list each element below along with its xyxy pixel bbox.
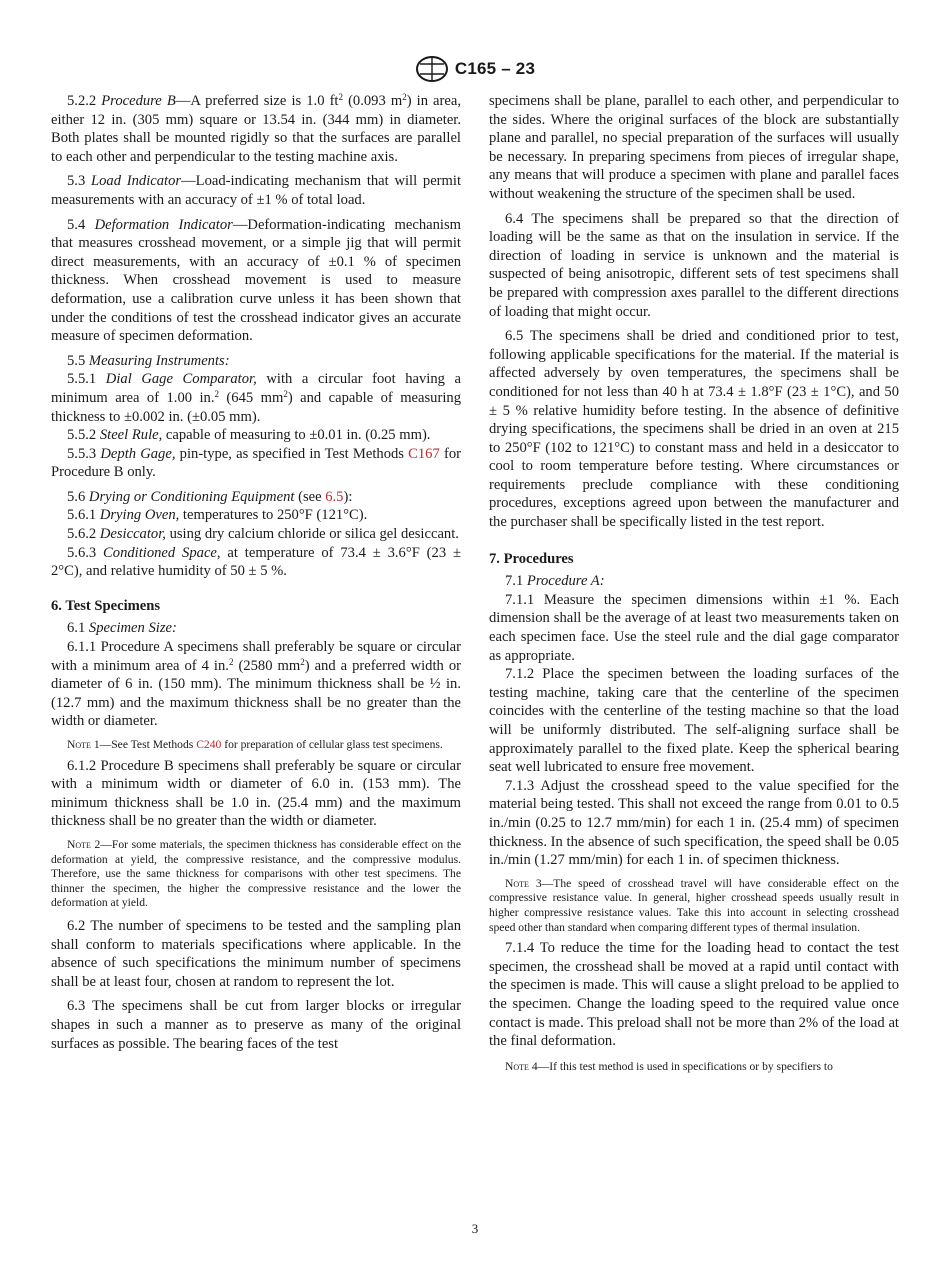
left-column: [51, 92, 461, 1053]
section-6-2: 6.2 The number of specimens to be tested and the sampling plan shall conform to materials specifications where applicable. In the absence of such specifications the minimum number of specimens shall be at least four, chosen at random to represent the lot.: [51, 917, 461, 990]
section-5-3: 5.3 Load Indicator—Load-indicating mechanism that will permit measurements with an accuracy of ±1 % of total load.: [51, 173, 462, 208]
section-6-heading: 6. Test Specimens: [51, 597, 161, 614]
section-7-1-2: 7.1.2 Place the specimen between the loading surfaces of the testing machine, taking care that the centerline of the specimen coincides with the centerline of the testing machine so that the load will be uniformly distributed. The self-aligning surface shall be approximately parallel to the fixed plate. Keep the spherical bearing seat well lubricated to ensure free movement.: [489, 666, 899, 776]
link-c240[interactable]: C240: [196, 738, 222, 751]
section-7-1-3: 7.1.3 Adjust the crosshead speed to the value specified for the material being tested. This shall not exceed the range from 0.01 to 0.5 in./min (0.25 to 12.7 mm/min) for each 1 in. (25.4 mm) of specimen thickness. In the absence of such specification, the speed shall be 0.05 in./min (1.27 mm/min) for each 1 in. of specimen thickness.: [489, 777, 899, 869]
section-7-1: 7.1 Procedure A:: [505, 573, 605, 590]
section-6-1-2: 6.1.2 Procedure B specimens shall preferably be square or circular with a minimum width or diameter of 6.0 in. (153 mm). The minimum thickness shall be 1.0 in. (25.4 mm) and the maximum thickness shall be no greater than the width or diameter.: [51, 757, 461, 830]
section-5-4: 5.4 Deformation Indicator—Deformation-indicating mechanism that measures crosshead movement, or a simple jig that will permit direct measurements, with an accuracy of ±0.1 % of specimen thickness. When crosshead movement is used to measure deformation, use a calibration curve unless it has been shown that under the conditions of test the crosshead indicator gives an accurate measure of specimen deformation.: [51, 216, 461, 345]
section-5-5-1: 5.5.1 Dial Gage Comparator, with a circular foot having a minimum area of 1.00 in.$^2$ (645 $mm^2$) and capable of measuring thickness to ±0.002 in. (±0.05 mm).: [51, 371, 462, 425]
section-5-5-2: 5.5.2 Steel Rule, capable of measuring to ±0.01 in. (0.25 mm).: [67, 427, 431, 444]
note-4: Note 4—If this test method is used in specifications or by specifiers to: [505, 1059, 833, 1073]
section-7-heading: 7. Procedures: [489, 550, 574, 567]
section-5-6-3: 5.6.3 Conditioned Space, at temperature of 73.4 ± 3.6°F (23 ± 2°C), and relative humidity of 50 ± 5 %.: [51, 544, 461, 580]
document-designation: C165 – 23: [454, 59, 536, 78]
section-6-4: 6.4 The specimens shall be prepared so that the direction of loading will be the same as that on the insulation in service. If the direction of loading in service is unknown and the material is suspected of being anisotropic, different sets of test specimens shall be prepared with compression axes parallel to the different directions of loading that might occur.: [489, 210, 899, 320]
astm-logo-icon: [415, 56, 449, 82]
section-5-5: 5.5 Measuring Instruments:: [67, 352, 230, 369]
section-5-5-3: 5.5.3 Depth Gage, pin-type, as specified in Test Methods C167 for Procedure B only.: [51, 445, 461, 481]
section-6-1: 6.1 Specimen Size:: [67, 620, 177, 637]
section-6-1-1: 6.1.1 Procedure A specimens shall preferably be square or circular with a minimum area of 4 in.$^2$ (2580 $mm^2$) and a preferred width or diameter of 6 in. (150 mm). The minimum thickness shall be ½ in. (12.7 mm) and the maximum thickness shall be no greater than the width or diameter.: [51, 639, 461, 730]
section-7-1-1: 7.1.1 Measure the specimen dimensions within ±1 %. Each dimension shall be the average of at least two measurements taken on each specimen face. Use the steel rule and the dial gage comparator as appropriate.: [489, 591, 899, 664]
section-6-5: 6.5 The specimens shall be dried and conditioned prior to test, following applicable specifications for the material. If the material is affected adversely by oven temperatures, the specimens shall be conditioned for not less than 40 h at 73.4 ± 1.8°F (23 ± 1°C), and 50 ± 5 % relative humidity before testing. In the absence of definitive drying specifications, the specimens shall be dried in an oven at 215 to 250°F (102 to 121°C) to constant mass and held in a desiccator to cool to room temperature before testing. Where circumstances or requirements preclude compliance with these conditioning procedures, exceptions agreed upon between the manufacturer and the purchaser shall be specifically listed in the test report.: [489, 328, 899, 531]
section-5-6-1: 5.6.1 Drying Oven, temperatures to 250°F (121°C).: [67, 507, 368, 524]
link-c167[interactable]: C167: [408, 445, 440, 462]
note-1: Note 1—See Test Methods C240 for preparation of cellular glass test specimens.: [67, 738, 443, 751]
note-3: Note 3—The speed of crosshead travel will have considerable effect on the compressive resistance value. In general, higher crosshead speeds usually result in higher compressive resistance values. Take this into account in selecting crosshead speed other than standard when comparing different types of thermal insulation.: [489, 876, 899, 934]
page-header: [0, 56, 950, 82]
link-6-5[interactable]: 6.5: [325, 488, 344, 505]
section-5-6-2: 5.6.2 Desiccator, using dry calcium chloride or silica gel desiccant.: [67, 526, 459, 543]
section-5-6: 5.6 Drying or Conditioning Equipment (see 6.5):: [67, 488, 353, 505]
note-2: Note 2—For some materials, the specimen thickness has considerable effect on the deformation at yield, the compressive resistance, and the compressive modulus. Therefore, use the same thickness for comparisons with other test specimens. The thinner the specimen, the higher the compressive resistance and the lower the deformation at yield.: [51, 837, 461, 910]
section-7-1-4: 7.1.4 To reduce the time for the loading head to contact the test specimen, the crosshead shall be moved at a rapid until contact with the specimen is made. This will cause a slight preload to be applied to the specimen. Change the loading speed to the required value once contact is made. This preload shall not be more than 2% of the load at the final deformation.: [489, 940, 899, 1050]
right-column: [489, 92, 899, 1078]
section-6-3: 6.3 The specimens shall be cut from larger blocks or irregular shapes in such a manner as to preserve as many of the original surfaces as possible. The bearing faces of the test: [51, 998, 461, 1052]
section-6-3-continued: specimens shall be plane, parallel to each other, and perpendicular to the sides. Where the original surfaces of the block are substantially plane and parallel, no special preparation of the surfaces will usually be necessary. In preparing specimens from pieces of irregular shape, any means that will produce a specimen with plane and parallel faces without weakening the structure of the specimen shall be used.: [489, 93, 899, 202]
page-number: 3: [471, 1221, 479, 1236]
section-5-2-2: 5.2.2 Procedure B—A preferred size is 1.0 $ft^2$ (0.093 $m^2$) in area, either 12 in. (305 mm) square or 13.54 in. (344 mm) in diameter. Both plates shall be mounted rigidly so that the surfaces are parallel to each other and perpendicular to the testing machine axis.: [51, 92, 461, 165]
